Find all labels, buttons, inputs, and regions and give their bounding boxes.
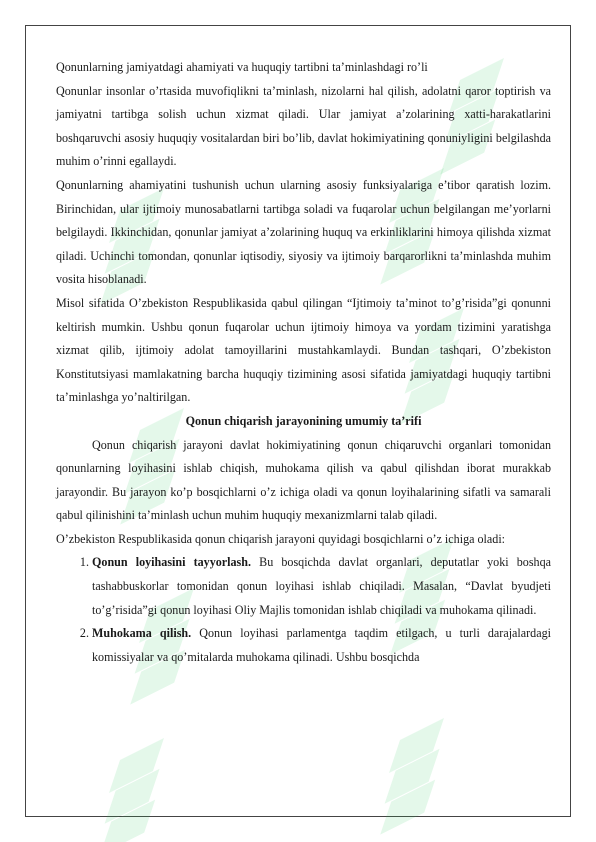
list-item bbox=[92, 622, 551, 669]
paragraph: Qonunlarning ahamiyatini tushunish uchun ularning asosiy funksiyalariga e’tibor qaratish lozim. Birinchidan, ular ijtimoiy munosabatlarni tartibga soladi va fuqarolar uchun belgilangan me’yorlarni belgilaydi. Ikkinchidan, qonunlar jamiyat a’zolarining huquq va erkinliklarini himoya qilishda xizmat qiladi. Uchinchi tomondan, qonunlar iqtisodiy, siyosiy va ijtimoiy barqarorlikni ta’minlashda muhim vosita hisoblanadi. bbox=[56, 177, 551, 287]
section-heading: Qonun chiqarish jarayonining umumiy ta’rifi bbox=[185, 413, 422, 428]
document-body bbox=[56, 56, 551, 669]
step-text: Bu bosqichda davlat organlari, deputatlar yoki boshqa tashabbuskorlar tomonidan qonun loyihasi ishlab chiqiladi. Masalan, “Davlat byudjeti to’g’risida”gi qonun loyihasi Oliy Majlis tomonidan ishlab chiqiladi va muhokama qilinadi. bbox=[92, 555, 551, 617]
list-item bbox=[92, 551, 551, 622]
step-text: Qonun loyihasi parlamentga taqdim etilgach, u turli darajalardagi komissiyalar va qo’mitalarda muhokama qilinadi. Ushbu bosqichda bbox=[92, 626, 552, 664]
steps-list bbox=[56, 551, 551, 669]
step-title: Qonun loyihasini tayyorlash. bbox=[92, 555, 252, 570]
paragraph: O’zbekiston Respublikasida qonun chiqarish jarayoni quyidagi bosqichlarni o’z ichiga oladi: bbox=[56, 531, 506, 546]
paragraph: Qonunlar insonlar o’rtasida muvofiqlikni ta’minlash, nizolarni hal qilish, adolatni qaror toptirish va jamiyatni tartibga solish uchun xizmat qiladi. Ular jamiyat a’zolarining xatti-harakatlarini boshqaruvchi asosiy huquqiy vositalardan biri bo’lib, davlat hokimiyatining qonuniyligini belgilashda muhim o’rinni egallaydi. bbox=[56, 83, 551, 169]
step-title: Muhokama qilish. bbox=[92, 626, 192, 641]
paragraph: Qonun chiqarish jarayoni davlat hokimiyatining qonun chiqaruvchi organlari tomonidan qonunlarning loyihasini ishlab chiqish, muhokama qilish va qabul qilishdan iborat murakkab jarayondir. Bu jarayon ko’p bosqichlarni o’z ichiga oladi va qonun loyihalarining sifatli va samarali qabul qilinishini ta’minlash uchun muhim huquqiy mexanizmlarni talab qiladi. bbox=[56, 437, 551, 523]
paragraph-title: Qonunlarning jamiyatdagi ahamiyati va huquqiy tartibni ta’minlashdagi ro’li bbox=[56, 60, 428, 74]
paragraph: Misol sifatida O’zbekiston Respublikasida qabul qilingan “Ijtimoiy ta’minot to’g’risida”gi qonunni keltirish mumkin. Ushbu qonun fuqarolar uchun ijtimoiy himoya va yordam tizimini yaratishga xizmat qilib, ijtimoiy adolat tamoyillarini mustahkamlaydi. Bundan tashqari, O’zbekiston Konstitutsiyasi mamlakatning barcha huquqiy tizimining asosi sifatida jamiyatdagi huquqiy tartibni ta’minlashga yo’naltirilgan. bbox=[56, 295, 551, 405]
